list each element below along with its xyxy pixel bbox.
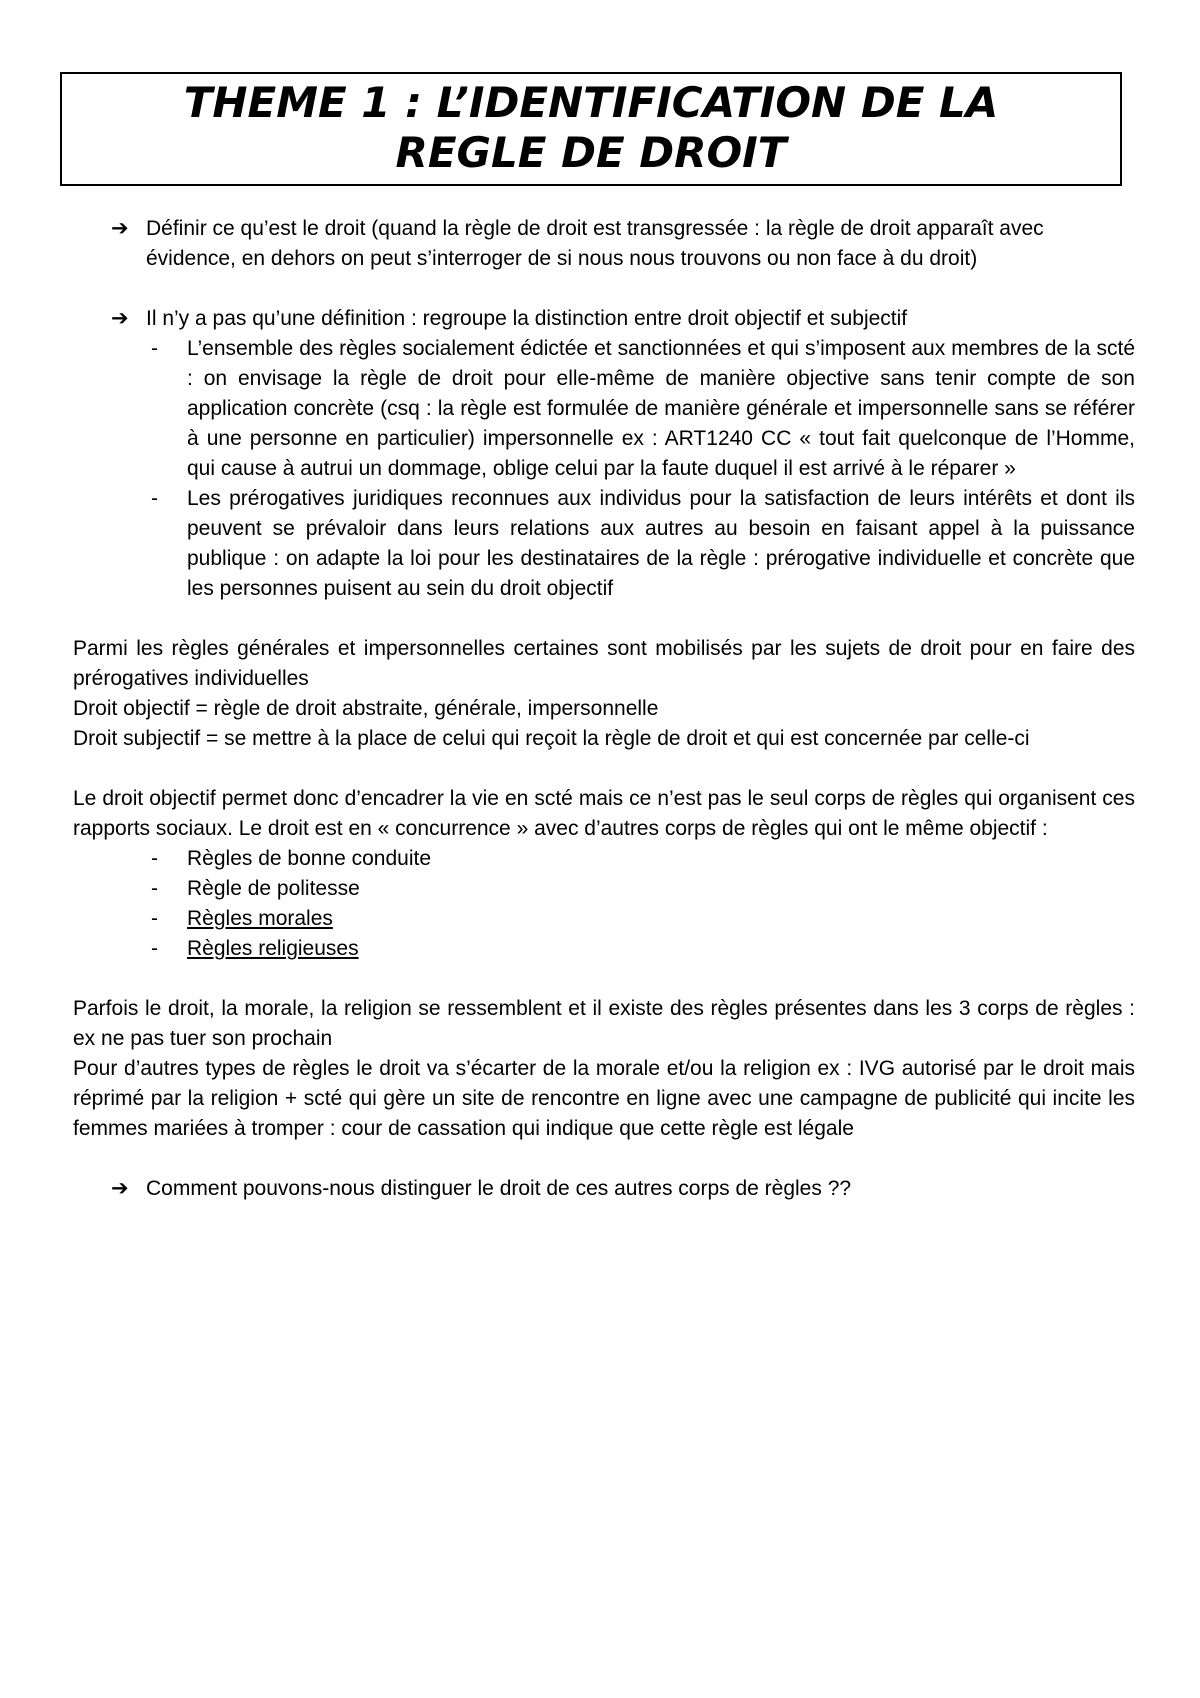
arrow-bullet-question (73, 1174, 1135, 1204)
right-arrow-icon: ➔ (111, 1177, 129, 1200)
arrow-bullet-definir (73, 214, 1135, 274)
right-arrow-icon: ➔ (111, 217, 129, 240)
bullet-text: Il n’y a pas qu’une définition : regroupe la distinction entre droit objectif et subjectif (146, 307, 908, 330)
dash-item-droit-objectif (73, 334, 1135, 484)
right-arrow-icon: ➔ (111, 307, 129, 330)
title-box (60, 72, 1122, 186)
dash-bullet: - (151, 877, 158, 900)
list-item (73, 844, 1135, 874)
paragraph: Parfois le droit, la morale, la religion se ressemblent et il existe des règles présentes dans les 3 corps de règles : ex ne pas tuer son prochain (73, 997, 1135, 1050)
dash-bullet: - (151, 337, 158, 360)
list-item (73, 904, 1135, 934)
dash-bullet: - (151, 847, 158, 870)
arrow-bullet-definition (73, 304, 1135, 334)
document-title-line-1: THEME 1 : L’IDENTIFICATION DE LA (183, 78, 999, 127)
document-title-line-2: REGLE DE DROIT (395, 128, 787, 177)
list-item-text: Règles morales (187, 907, 333, 930)
paragraph: Pour d’autres types de règles le droit va s’écarter de la morale et/ou la religion ex : IVG autorisé par le droit mais réprimé par la religion + scté qui gère un site de rencontre en ligne avec une campagne de publicité qui incite les femmes mariées à tromper : cour de cassation qui indique que cette règle est légale (73, 1057, 1135, 1140)
dash-bullet: - (151, 907, 158, 930)
paragraph: Droit subjectif = se mettre à la place de celui qui reçoit la règle de droit et qui est concernée par celle-ci (73, 727, 1030, 750)
dash-item-text: Les prérogatives juridiques reconnues aux individus pour la satisfaction de leurs intérêts et dont ils peuvent se prévaloir dans leurs relations aux autres au besoin en faisant appel à la puissance publique : on adapte la loi pour les destinataires de la règle : prérogative individuelle et concrète que les personnes puisent au sein du droit objectif (187, 487, 1135, 600)
bullet-text: Définir ce qu’est le droit (quand la règle de droit est transgressée : la règle de droit apparaît avec évidence, en dehors on peut s’interroger de si nous nous trouvons ou non face à du droit) (146, 217, 1044, 270)
list-item-text: Règles religieuses (187, 937, 359, 960)
dash-item-droit-subjectif (73, 484, 1135, 604)
dash-bullet: - (151, 487, 158, 510)
dash-item-text: L’ensemble des règles socialement édictée et sanctionnées et qui s’imposent aux membres de la scté : on envisage la règle de droit pour elle-même de manière objective sans tenir compte de son application concrète (csq : la règle est formulée de manière générale et impersonnelle sans se référer à une personne en particulier) impersonnelle ex : ART1240 CC « tout fait quelconque de l’Homme, qui cause à autrui un dommage, oblige celui par la faute duquel il est arrivé à le réparer » (187, 337, 1135, 480)
dash-bullet: - (151, 937, 158, 960)
paragraph: Droit objectif = règle de droit abstraite, générale, impersonnelle (73, 697, 659, 720)
list-item (73, 934, 1135, 964)
paragraph: Le droit objectif permet donc d’encadrer la vie en scté mais ce n’est pas le seul corps de règles qui organisent ces rapports sociaux. Le droit est en « concurrence » avec d’autres corps de règles qui ont le même objectif : (73, 787, 1135, 840)
question-text: Comment pouvons-nous distinguer le droit de ces autres corps de règles ?? (146, 1177, 852, 1200)
paragraph: Parmi les règles générales et impersonnelles certaines sont mobilisés par les sujets de droit pour en faire des prérogatives individuelles (73, 637, 1135, 690)
document-body (73, 214, 1135, 1204)
list-item (73, 874, 1135, 904)
list-item-text: Règle de politesse (187, 877, 360, 900)
list-item-text: Règles de bonne conduite (187, 847, 432, 870)
